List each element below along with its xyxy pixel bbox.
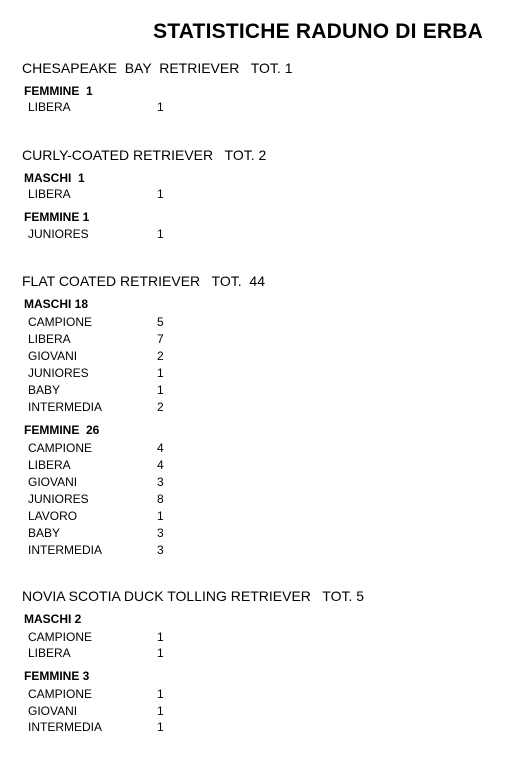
class-row	[28, 187, 228, 204]
class-row	[28, 349, 228, 366]
class-row	[28, 475, 228, 492]
class-row	[28, 332, 228, 349]
breed-heading: CHESAPEAKE BAY RETRIEVER TOT. 1	[22, 60, 293, 76]
class-row	[28, 630, 228, 647]
sex-group-heading: FEMMINE 1	[24, 84, 93, 98]
class-row	[28, 543, 228, 560]
class-row	[28, 100, 228, 117]
class-row	[28, 526, 228, 543]
class-count: 7	[157, 332, 164, 346]
class-count: 1	[157, 227, 164, 241]
sex-group-heading: FEMMINE 3	[24, 669, 90, 683]
class-count: 3	[157, 543, 164, 557]
class-name: CAMPIONE	[28, 441, 93, 455]
class-name: BABY	[28, 526, 61, 540]
class-count: 1	[157, 187, 164, 201]
class-row	[28, 400, 228, 417]
class-name: LIBERA	[28, 100, 71, 114]
class-count: 4	[157, 441, 164, 455]
class-row	[28, 227, 228, 244]
class-name: GIOVANI	[28, 704, 78, 718]
sex-group-heading: FEMMINE 26	[24, 423, 100, 437]
class-count: 2	[157, 349, 164, 363]
class-row	[28, 458, 228, 475]
class-count: 1	[157, 646, 164, 660]
class-name: LIBERA	[28, 458, 71, 472]
class-name: INTERMEDIA	[28, 720, 103, 734]
class-name: JUNIORES	[28, 492, 89, 506]
class-row	[28, 366, 228, 383]
class-count: 2	[157, 400, 164, 414]
class-name: GIOVANI	[28, 349, 78, 363]
class-count: 1	[157, 509, 164, 523]
class-row	[28, 704, 228, 721]
class-count: 4	[157, 458, 164, 472]
class-count: 5	[157, 315, 164, 329]
breed-heading: NOVIA SCOTIA DUCK TOLLING RETRIEVER TOT. 5	[22, 588, 365, 604]
class-row	[28, 315, 228, 332]
class-name: LAVORO	[28, 509, 78, 523]
class-row	[28, 646, 228, 663]
class-name: BABY	[28, 383, 61, 397]
class-row	[28, 383, 228, 400]
class-name: LIBERA	[28, 646, 71, 660]
sex-group-heading: FEMMINE 1	[24, 210, 90, 224]
class-row	[28, 720, 228, 737]
class-name: LIBERA	[28, 187, 71, 201]
class-name: LIBERA	[28, 332, 71, 346]
class-name: CAMPIONE	[28, 315, 93, 329]
class-count: 1	[157, 720, 164, 734]
class-name: JUNIORES	[28, 366, 89, 380]
class-name: JUNIORES	[28, 227, 89, 241]
class-count: 1	[157, 383, 164, 397]
class-count: 3	[157, 475, 164, 489]
class-name: GIOVANI	[28, 475, 78, 489]
class-name: CAMPIONE	[28, 630, 93, 644]
class-count: 1	[157, 704, 164, 718]
class-count: 1	[157, 687, 164, 701]
class-count: 8	[157, 492, 164, 506]
class-name: INTERMEDIA	[28, 543, 103, 557]
sex-group-heading: MASCHI 18	[24, 297, 89, 311]
class-count: 1	[157, 366, 164, 380]
class-row	[28, 509, 228, 526]
class-count: 1	[157, 100, 164, 114]
sex-group-heading: MASCHI 2	[24, 612, 82, 626]
class-name: CAMPIONE	[28, 687, 93, 701]
breed-heading: CURLY-COATED RETRIEVER TOT. 2	[22, 147, 267, 163]
breed-heading: FLAT COATED RETRIEVER TOT. 44	[22, 273, 265, 289]
page-title: STATISTICHE RADUNO DI ERBA	[153, 20, 483, 43]
class-row	[28, 441, 228, 458]
class-row	[28, 492, 228, 509]
class-row	[28, 687, 228, 704]
class-count: 1	[157, 630, 164, 644]
class-name: INTERMEDIA	[28, 400, 103, 414]
class-count: 3	[157, 526, 164, 540]
sex-group-heading: MASCHI 1	[24, 171, 85, 185]
